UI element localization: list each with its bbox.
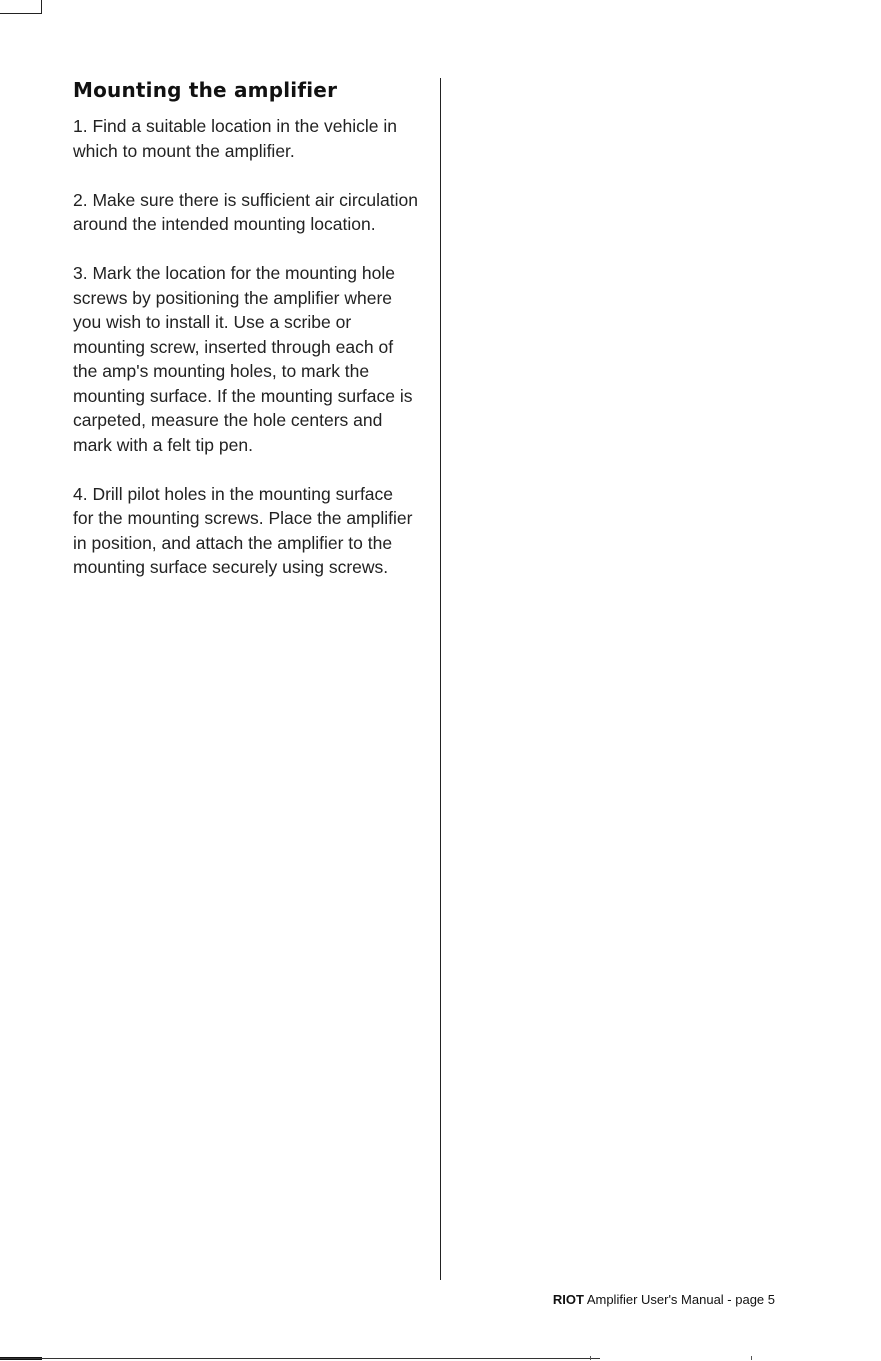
- step-3: 3. Mark the location for the mounting hole screws by positioning the amplifier where you wish to install it. Use a scribe or mounting screw, inserted through each of the amp's mounting holes, to mark the mounting surface. If the mounting surface is carpeted, measure the hole centers and mark with a felt tip pen.: [73, 263, 413, 455]
- column-divider: [440, 78, 441, 1280]
- step-2: 2. Make sure there is sufficient air circulation around the intended mounting location.: [73, 189, 418, 234]
- section-heading: Mounting the amplifier: [73, 78, 338, 102]
- step-1: 1. Find a suitable location in the vehicle in which to mount the amplifier.: [73, 116, 397, 161]
- step-4: 4. Drill pilot holes in the mounting surface for the mounting screws. Place the amplifier in position, and attach the amplifier to the mounting surface securely using screws.: [73, 483, 413, 577]
- bottom-rule: [0, 1358, 600, 1359]
- page-footer: [553, 1292, 775, 1307]
- footer-brand: RIOT: [552, 1292, 584, 1307]
- bottom-tick: [751, 1356, 752, 1360]
- footer-text: Amplifier User's Manual - page 5: [586, 1292, 775, 1307]
- crop-mark-top: [0, 0, 42, 14]
- bottom-tick: [590, 1356, 591, 1360]
- left-column: [73, 78, 418, 604]
